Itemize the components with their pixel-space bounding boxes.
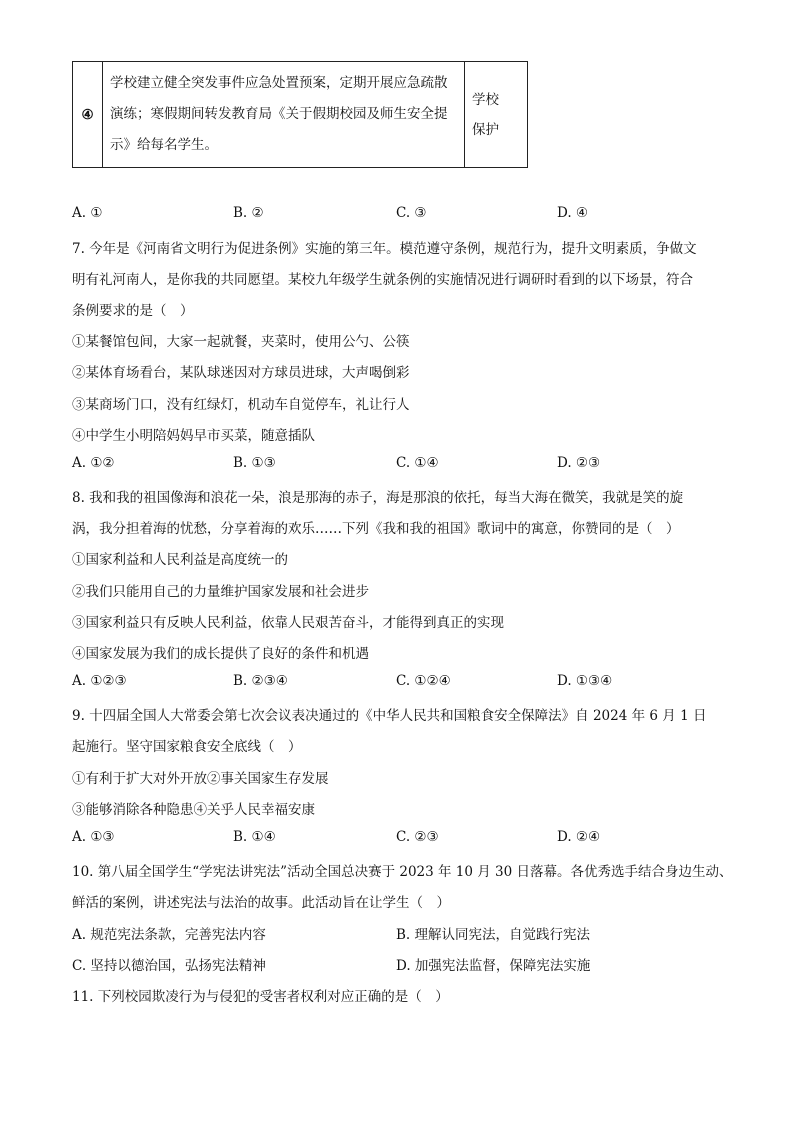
q9-option-b: B. ①④: [233, 829, 276, 845]
q8-stem-line2: 涡，我分担着海的忧愁，分享着海的欢乐……下列《我和我的祖国》歌词中的寓意，你赞同的是（ ）: [72, 521, 680, 537]
q7-stem-line1: 7. 今年是《河南省文明行为促进条例》实施的第三年。模范遵守条例，规范行为，提升文明素质，争做文: [72, 241, 697, 257]
q8-option-c: C. ①②④: [396, 673, 451, 689]
q9-stem-line1: 9. 十四届全国人大常委会第七次会议表决通过的《中华人民共和国粮食安全保障法》自 2024 年 6 月 1 日: [72, 708, 707, 724]
q8-stem-line1: 8. 我和我的祖国像海和浪花一朵，浪是那海的赤子，海是那浪的依托，每当大海在微笑，我就是笑的旋: [72, 490, 684, 506]
q6-option-a: A. ①: [72, 205, 103, 221]
q8-option-a: A. ①②③: [72, 673, 127, 689]
q10-stem-line1: 10. 第八届全国学生“学宪法讲宪法”活动全国总决赛于 2023 年 10 月 30 日落幕。各优秀选手结合身边生动、: [72, 864, 733, 880]
q10-stem-line2: 鲜活的案例，讲述宪法与法治的故事。此活动旨在让学生（ ）: [72, 895, 450, 911]
q8-option-b: B. ②③④: [233, 673, 288, 689]
row-label-line2: 保护: [472, 121, 499, 138]
q7-item-2: ②某体育场看台，某队球迷因对方球员进球，大声喝倒彩: [72, 365, 410, 381]
q10-option-d: D. 加强宪法监督，保障宪法实施: [396, 958, 591, 974]
q7-stem-line3: 条例要求的是（ ）: [72, 303, 194, 319]
row-content: 学校建立健全突发事件应急处置预案，定期开展应急疏散演练；寒假期间转发教育局《关于假期校园及师生安全提示》给每名学生。: [103, 62, 465, 168]
q9-stem-line2: 起施行。坚守国家粮食安全底线（ ）: [72, 739, 302, 755]
q7-option-c: C. ①④: [396, 455, 439, 471]
q9-option-a: A. ①③: [72, 829, 115, 845]
q7-option-d: D. ②③: [557, 455, 601, 471]
q10-option-c: C. 坚持以德治国，弘扬宪法精神: [72, 958, 266, 974]
q7-option-a: A. ①②: [72, 455, 115, 471]
table-row: [73, 62, 528, 168]
q10-option-b: B. 理解认同宪法，自觉践行宪法: [396, 927, 591, 943]
q6-option-c: C. ③: [396, 205, 427, 221]
q8-item-4: ④国家发展为我们的成长提供了良好的条件和机遇: [72, 646, 369, 662]
q7-item-4: ④中学生小明陪妈妈早市买菜，随意插队: [72, 428, 315, 444]
q9-option-d: D. ②④: [557, 829, 601, 845]
q9-item-2: ③能够消除各种隐患④关乎人民幸福安康: [72, 802, 315, 818]
q6-option-d: D. ④: [557, 205, 589, 221]
school-protection-table: [72, 61, 528, 168]
q8-item-3: ③国家利益只有反映人民利益，依靠人民艰苦奋斗，才能得到真正的实现: [72, 615, 504, 631]
row-number: ④: [73, 62, 103, 168]
q8-item-1: ①国家利益和人民利益是高度统一的: [72, 552, 288, 568]
q9-item-1: ①有利于扩大对外开放②事关国家生存发展: [72, 771, 329, 787]
q9-option-c: C. ②③: [396, 829, 439, 845]
q7-item-1: ①某餐馆包间，大家一起就餐，夹菜时，使用公勺、公筷: [72, 334, 410, 350]
q11-stem-line1: 11. 下列校园欺凌行为与侵犯的受害者权利对应正确的是（ ）: [72, 989, 449, 1005]
row-label: [465, 62, 528, 168]
q10-option-a: A. 规范宪法条款，完善宪法内容: [72, 927, 266, 943]
q7-item-3: ③某商场门口，没有红绿灯，机动车自觉停车，礼让行人: [72, 397, 410, 413]
row-label-line1: 学校: [472, 91, 499, 108]
q7-stem-line2: 明有礼河南人，是你我的共同愿望。某校九年级学生就条例的实施情况进行调研时看到的以下场景，符合: [72, 272, 693, 288]
q8-option-d: D. ①③④: [557, 673, 613, 689]
q7-option-b: B. ①③: [233, 455, 276, 471]
q8-item-2: ②我们只能用自己的力量维护国家发展和社会进步: [72, 584, 369, 600]
q6-option-b: B. ②: [233, 205, 264, 221]
